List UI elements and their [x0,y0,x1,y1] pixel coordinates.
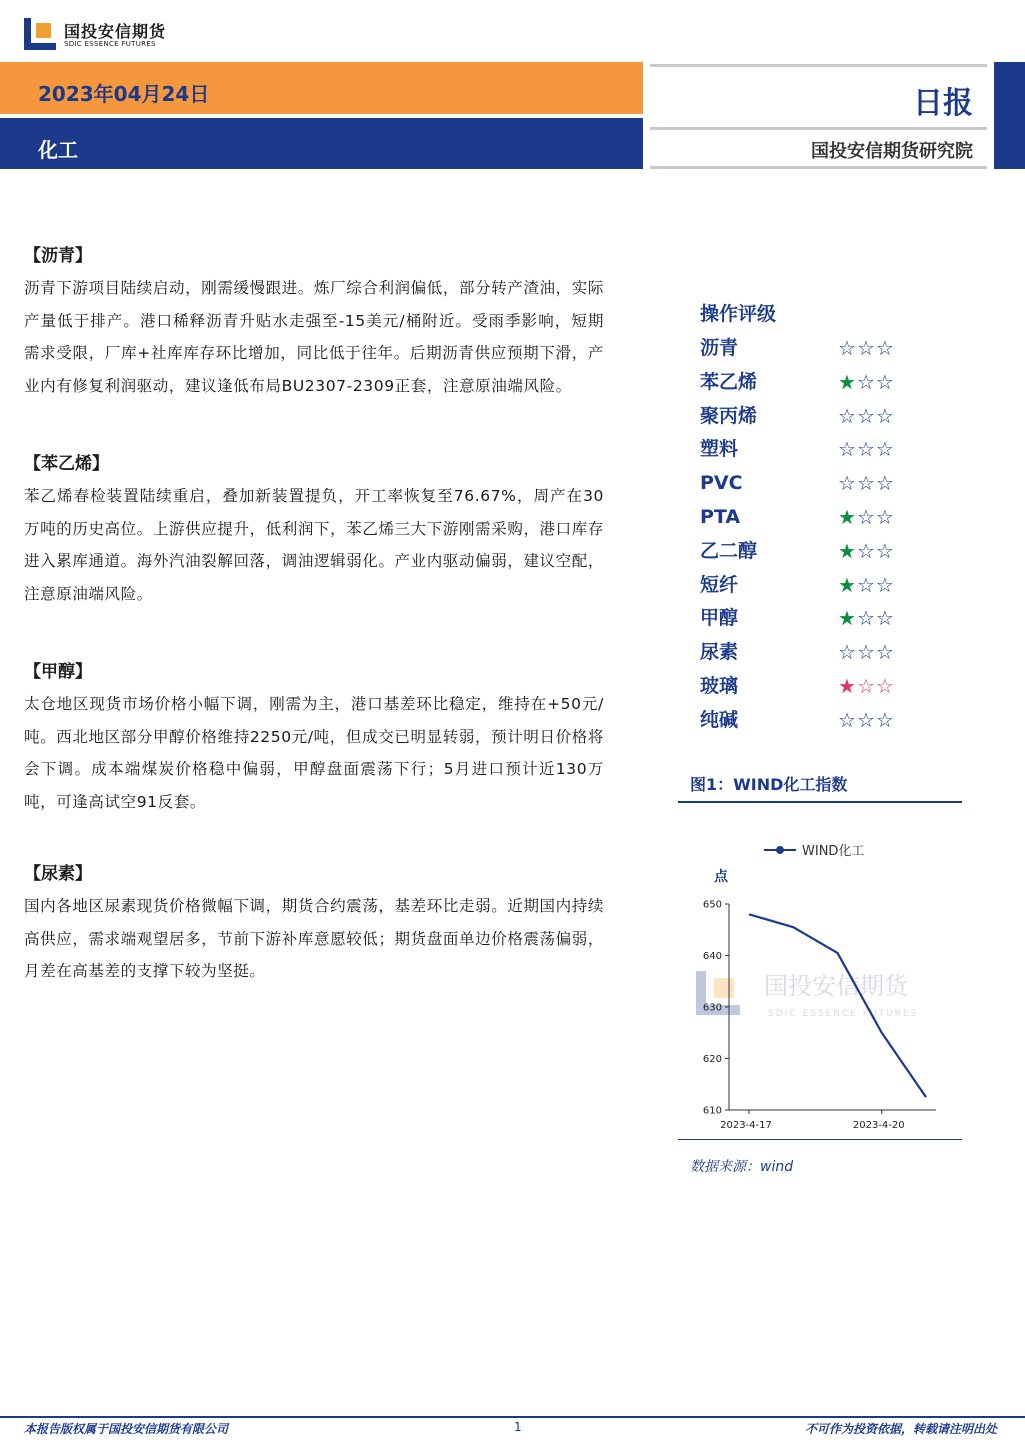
star-empty-icon: ☆ [856,673,876,698]
brand-logo [24,16,204,52]
section-title: 【苯乙烯】 [24,454,109,474]
rating-stars-icon [838,334,895,362]
star-empty-icon: ☆ [856,336,876,360]
rating-name: 玻璃 [700,674,739,697]
rating-stars-icon [838,571,895,599]
star-empty-icon: ☆ [838,437,857,462]
star-empty-icon: ☆ [875,673,895,698]
section-title: 【尿素】 [24,864,92,884]
star-empty-icon: ☆ [838,336,857,360]
star-empty-icon: ☆ [875,504,895,529]
rating-name: 沥青 [700,337,739,359]
star-empty-icon: ☆ [875,572,895,597]
legend-label: WIND化工 [802,844,865,859]
report-sector: 化工 [38,138,78,162]
institute-name: 国投安信期货研究院 [811,141,973,162]
rating-row [700,503,930,537]
x-tick-label: 2023-4-17 [720,1120,772,1131]
star-empty-icon: ☆ [875,538,895,563]
ratings-title: 操作评级 [700,303,777,325]
section-body: 沥青下游项目陆续启动，刚需缓慢跟进。炼厂综合利润偏低，部分转产渣油，实际产量低于排产。港口稀释沥青升贴水走强至-15美元/桶附近。受雨季影响，短期需求受限，厂库+社库库存环比增加，同比低于往年。后期沥青供应预期下滑，产业内有修复利润驱动，建议逢低布局BU2307-2309正套，注意原油端风险。 [24,279,604,395]
star-empty-icon: ☆ [838,707,857,732]
star-empty-icon: ☆ [838,403,857,428]
rating-stars-icon [838,706,895,734]
header-divider [650,127,987,130]
star-empty-icon: ☆ [838,471,857,496]
star-empty-icon: ☆ [875,437,895,462]
star-filled-icon: ★ [838,504,857,529]
report-date: 2023年04月24日 [38,82,210,106]
rating-name: 塑料 [700,438,739,461]
star-empty-icon: ☆ [875,336,895,360]
y-tick-label: 610 [702,1105,722,1117]
star-filled-icon: ★ [838,606,857,631]
star-empty-icon: ☆ [875,606,895,631]
rating-row [700,334,930,368]
rating-row [700,706,930,740]
star-empty-icon: ☆ [875,640,895,665]
watermark-text-en: SDIC ESSENCE FUTURES [768,1009,919,1019]
x-tick-label: 2023-4-20 [852,1120,905,1131]
star-empty-icon: ☆ [875,403,895,428]
brand-name: 国投安信期货 [64,22,167,41]
star-empty-icon: ☆ [875,707,895,732]
rating-name: 甲醇 [700,607,739,630]
rating-row [700,604,930,638]
rating-row [700,435,930,469]
section-title: 【甲醇】 [24,662,92,682]
figure-title: 图1：WIND化工指数 [690,775,848,794]
star-empty-icon: ☆ [856,606,876,631]
series-line [749,914,926,1097]
star-empty-icon: ☆ [856,707,876,732]
rating-name: 聚丙烯 [700,404,758,427]
footer-divider [0,1416,1025,1418]
y-tick-label: 640 [702,951,722,962]
rating-stars-icon [838,537,895,565]
rating-stars-icon [838,402,895,430]
star-filled-icon: ★ [838,538,857,563]
rating-stars-icon [838,469,895,497]
star-empty-icon: ☆ [856,471,876,496]
star-empty-icon: ☆ [838,640,857,665]
rating-stars-icon [838,435,895,463]
rating-stars-icon [838,604,895,632]
section-asphalt [24,240,604,402]
report-type: 日报 [913,86,973,121]
star-empty-icon: ☆ [856,437,876,462]
watermark-logo-icon [714,978,734,998]
y-tick-label: 630 [702,1002,722,1014]
y-tick-label: 620 [702,1054,722,1065]
section-body: 太仓地区现货市场价格小幅下调，刚需为主，港口基差环比稳定，维持在+50元/吨。西北地区部分甲醇价格维持2250元/吨，但成交已明显转弱，预计明日价格将会下调。成本端煤炭价格稳中偏弱，甲醇盘面震荡下行；5月进口预计近130万吨，可逢高试空91反套。 [24,695,604,811]
section-body: 国内各地区尿素现货价格微幅下调，期货合约震荡，基差环比走弱。近期国内持续高供应，需求端观望居多，节前下游补库意愿较低；期货盘面单边价格震荡偏弱，月差在高基差的支撑下较为坚挺。 [24,897,604,980]
footer-disclaimer: 不可作为投资依据，转载请注明出处 [804,1422,997,1436]
rating-row [700,571,930,605]
sector-band [0,118,643,169]
wind-chemical-index-chart [678,803,962,1139]
star-empty-icon: ☆ [856,403,876,428]
rating-row [700,638,930,672]
rating-stars-icon [838,638,895,666]
star-empty-icon: ☆ [856,640,876,665]
star-empty-icon: ☆ [875,369,895,394]
figure-source: 数据来源：wind [690,1159,794,1175]
footer-copyright: 本报告版权属于国投安信期货有限公司 [24,1422,229,1436]
rating-name: 短纤 [700,573,739,596]
rating-row [700,537,930,571]
legend-marker [776,846,784,854]
section-urea [24,858,604,988]
operation-ratings [700,300,930,740]
rating-stars-icon [838,503,895,531]
rating-row [700,402,930,436]
rating-stars-icon [838,368,895,396]
rating-row [700,672,930,706]
section-methanol [24,656,604,818]
rating-name: 苯乙烯 [700,370,758,393]
section-title: 【沥青】 [24,246,92,266]
rating-name: PVC [700,472,743,495]
header-accent-bar [994,62,1025,169]
rating-name: PTA [700,505,741,528]
star-empty-icon: ☆ [856,504,876,529]
header-divider [650,64,987,67]
star-filled-icon: ★ [838,369,857,394]
article [24,240,604,1028]
rating-name: 纯碱 [700,708,739,731]
brand-name-en: SDIC ESSENCE FUTURES [64,40,156,48]
star-empty-icon: ☆ [856,369,876,394]
section-styrene [24,448,604,610]
star-empty-icon: ☆ [856,572,876,597]
star-filled-icon: ★ [838,572,857,597]
figure-divider [678,1139,962,1140]
header-divider [650,166,987,169]
star-empty-icon: ☆ [856,538,876,563]
rating-row [700,368,930,402]
rating-name: 乙二醇 [700,539,758,562]
y-tick-label: 650 [702,899,722,911]
section-body: 苯乙烯春检装置陆续重启，叠加新装置提负，开工率恢复至76.67%，周产在30万吨的历史高位。上游供应提升，低利润下，苯乙烯三大下游刚需采购，港口库存进入累库通道。海外汽油裂解回落，调油逻辑弱化。产业内驱动偏弱，建议空配，注意原油端风险。 [24,487,604,603]
rating-name: 尿素 [700,641,739,664]
star-filled-icon: ★ [838,673,857,698]
y-axis-unit: 点 [714,869,728,885]
rating-stars-icon [838,672,895,700]
logo-mark-icon [24,18,56,50]
watermark-text: 国投安信期货 [764,972,908,1000]
star-empty-icon: ☆ [875,471,895,496]
rating-row [700,469,930,503]
page-number: 1 [514,1420,522,1434]
